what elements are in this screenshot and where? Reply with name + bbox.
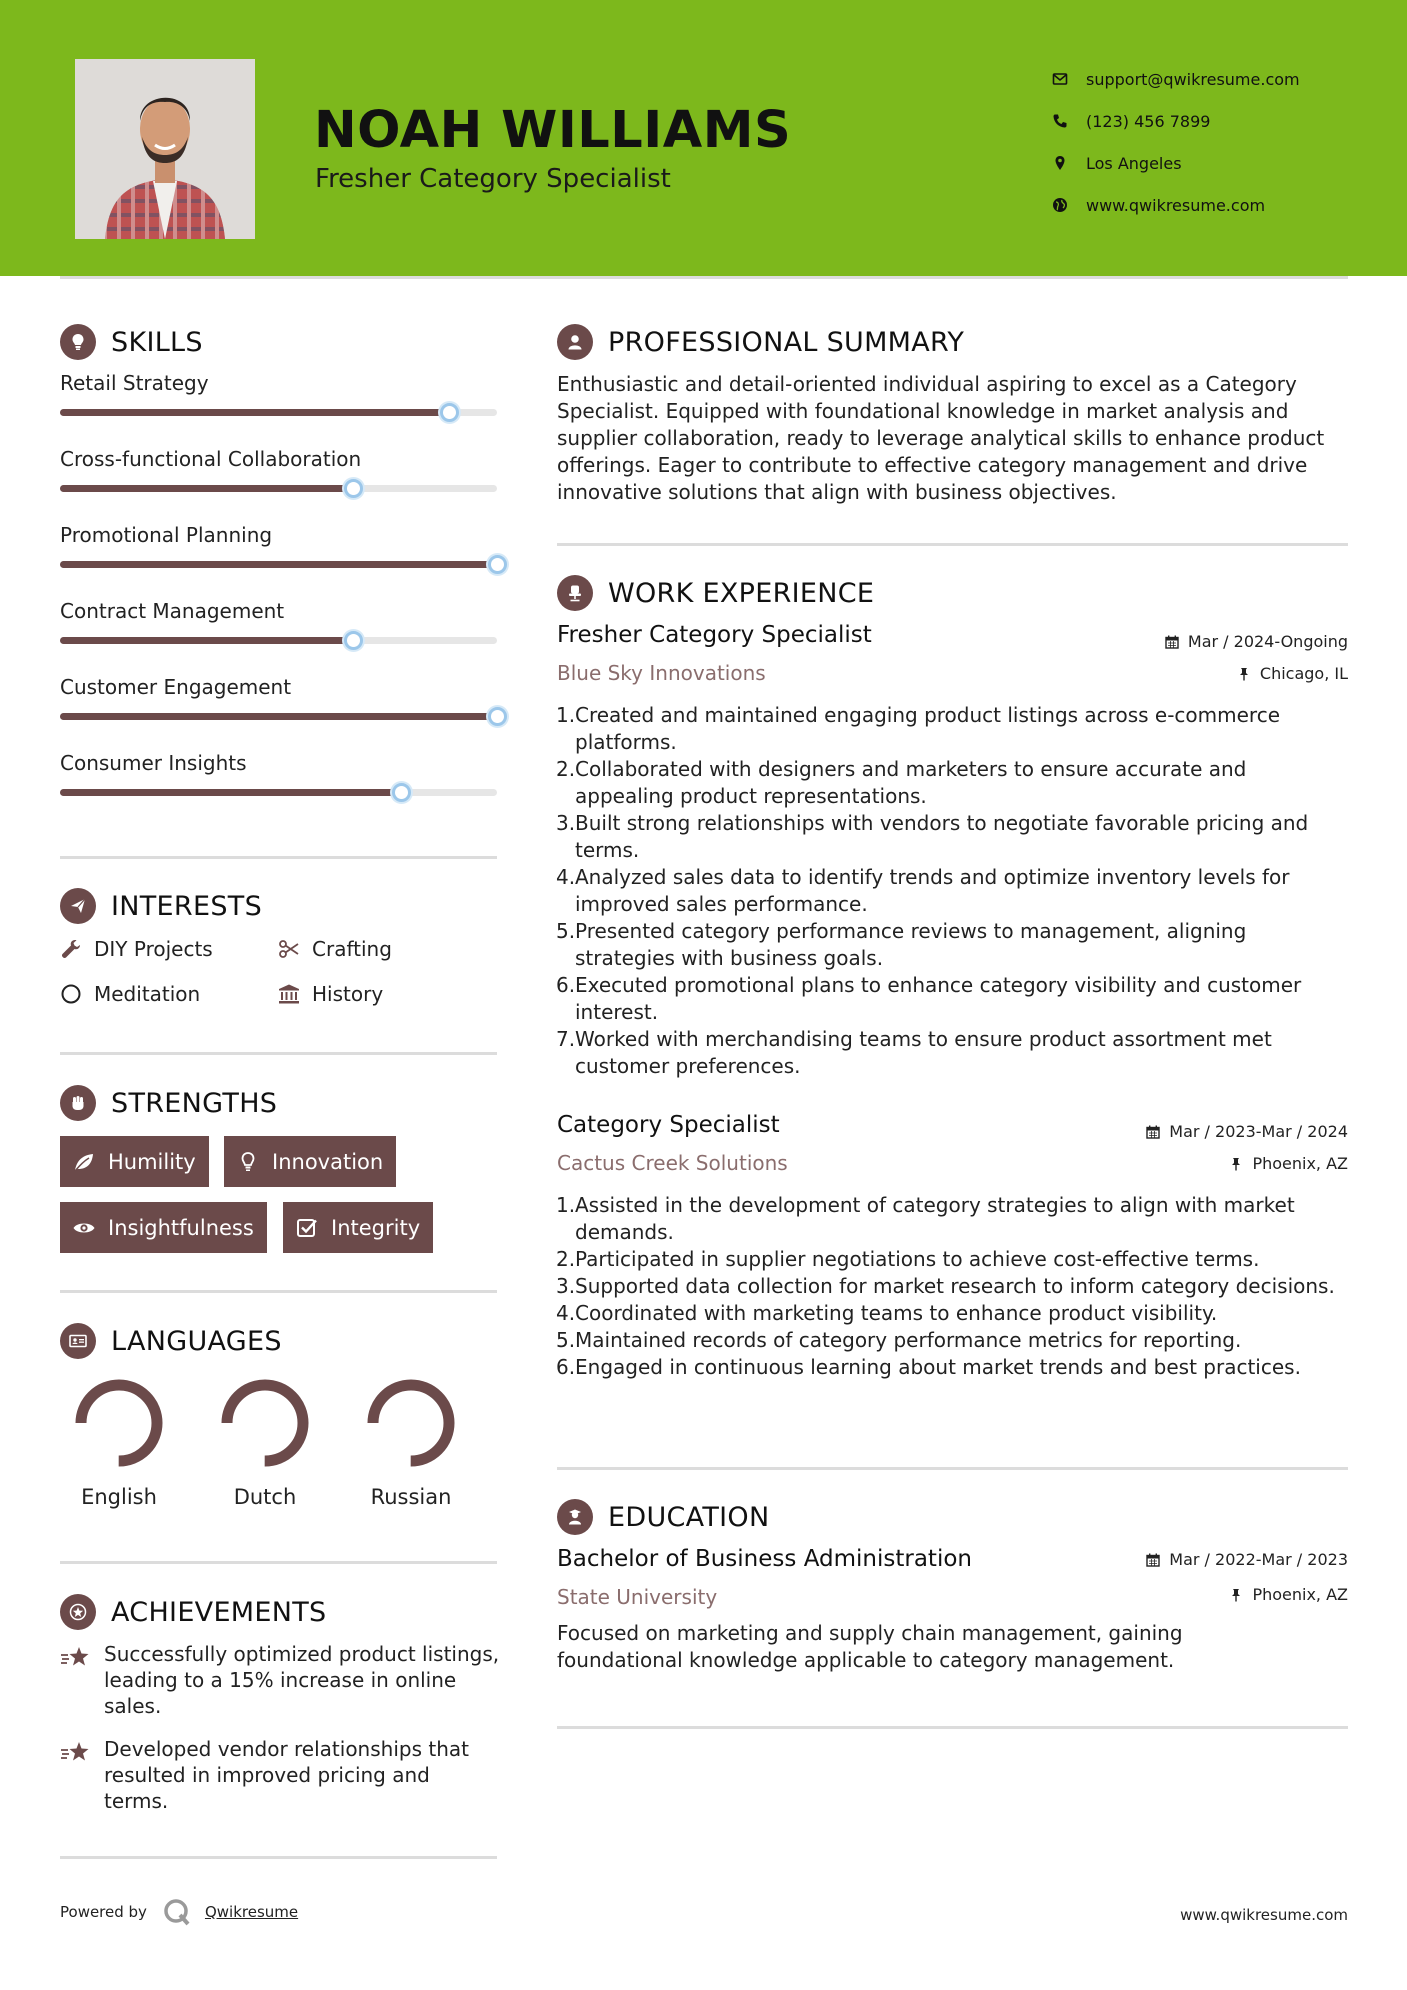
bullet-text: Executed promotional plans to enhance category visibility and customer interest.: [575, 973, 1302, 1024]
bullet-text: Collaborated with designers and marketers to ensure accurate and appealing product representations.: [575, 757, 1247, 808]
interests-divider: [60, 1052, 497, 1055]
calendar-icon: [1165, 635, 1179, 649]
bank-icon: [278, 983, 300, 1005]
strengths-title: STRENGTHS: [111, 1087, 278, 1119]
job-bullet: [557, 1327, 1347, 1354]
achievements-divider: [60, 1856, 497, 1859]
lightbulb-icon: [60, 324, 96, 360]
bullet-number: 1.: [556, 703, 576, 727]
graduate-icon: [557, 1499, 593, 1535]
job-bullets: [557, 702, 1347, 1080]
interest-item-history: [278, 982, 383, 1006]
skill-name: Contract Management: [60, 599, 285, 623]
job-bullet: [557, 702, 1347, 756]
skill-item: [60, 751, 510, 796]
bullet-number: 2.: [556, 757, 576, 781]
bullet-text: Maintained records of category performance metrics for reporting.: [575, 1328, 1242, 1352]
job-dates: [1146, 1122, 1348, 1141]
job-dates-text: Mar / 2024-Ongoing: [1187, 632, 1348, 651]
job-bullet: [557, 918, 1347, 972]
summary-divider: [557, 543, 1348, 546]
pushpin-icon: [1229, 1157, 1243, 1171]
job-location-text: Chicago, IL: [1259, 664, 1348, 683]
languages-title: LANGUAGES: [111, 1325, 282, 1357]
skills-heading: [60, 323, 203, 361]
education-degree: Bachelor of Business Administration: [557, 1546, 972, 1572]
experience-divider: [557, 1467, 1348, 1470]
strengths-divider: [60, 1290, 497, 1293]
language-level-gauge: [217, 1375, 313, 1471]
wrench-icon: [60, 938, 82, 960]
skills-divider: [60, 856, 497, 859]
circle-icon: [60, 983, 82, 1005]
id-card-icon: [60, 1323, 96, 1359]
job-location: [1237, 664, 1348, 683]
strength-badge-integrity: [283, 1202, 433, 1253]
location-text: Los Angeles: [1086, 153, 1182, 173]
skill-handle[interactable]: [344, 479, 363, 498]
qwikresume-logo-icon: [162, 1897, 192, 1927]
skill-track: [60, 561, 497, 568]
education-school: State University: [557, 1585, 718, 1609]
website-text[interactable]: www.qwikresume.com: [1086, 195, 1266, 215]
bullet-number: 1.: [556, 1193, 576, 1217]
powered-by: [60, 1897, 298, 1927]
pushpin-icon: [1237, 667, 1251, 681]
summary-title: PROFESSIONAL SUMMARY: [608, 326, 965, 358]
job-title: Fresher Category Specialist: [557, 622, 872, 648]
interest-label: Meditation: [94, 982, 201, 1006]
language-name: Russian: [370, 1485, 452, 1509]
strengths-heading: [60, 1084, 277, 1122]
experience-heading: [557, 574, 874, 612]
interest-label: Crafting: [312, 937, 392, 961]
candidate-name: NOAH WILLIAMS: [314, 101, 792, 160]
job-location-text: Phoenix, AZ: [1252, 1154, 1348, 1173]
job-bullet: [557, 972, 1347, 1026]
skill-fill: [60, 561, 497, 568]
leaf-icon: [72, 1150, 96, 1174]
phone-icon: [1052, 113, 1068, 129]
language-item: [351, 1375, 471, 1509]
skill-item: [60, 599, 510, 644]
job-bullet: [557, 1246, 1347, 1273]
phone-text: (123) 456 7899: [1086, 111, 1211, 131]
achievement-item: [60, 1736, 500, 1814]
summary-heading: [557, 323, 964, 361]
interests-title: INTERESTS: [111, 890, 263, 922]
bullet-number: 6.: [556, 973, 576, 997]
languages-divider: [60, 1561, 497, 1564]
skill-track: [60, 409, 497, 416]
job-dates-text: Mar / 2023-Mar / 2024: [1169, 1122, 1348, 1141]
eye-icon: [72, 1216, 96, 1240]
bullet-number: 2.: [556, 1247, 576, 1271]
office-chair-icon: [557, 575, 593, 611]
job-bullet: [557, 1354, 1347, 1381]
scissors-icon: [278, 938, 300, 960]
skill-handle[interactable]: [488, 707, 507, 726]
map-pin-icon: [1052, 155, 1068, 171]
job-bullet: [557, 810, 1347, 864]
paper-plane-icon: [60, 888, 96, 924]
experience-title: WORK EXPERIENCE: [608, 577, 875, 609]
language-item: [59, 1375, 179, 1509]
skill-name: Consumer Insights: [60, 751, 247, 775]
footer-website[interactable]: www.qwikresume.com: [1180, 1906, 1348, 1924]
star-badge-icon: [60, 1594, 96, 1630]
contact-list: [1052, 58, 1382, 226]
language-item: [205, 1375, 325, 1509]
strength-label: Insightfulness: [108, 1215, 254, 1240]
job-company: Blue Sky Innovations: [557, 661, 766, 685]
bullet-text: Supported data collection for market research to inform category decisions.: [575, 1274, 1335, 1298]
education-text: Focused on marketing and supply chain management, gaining foundational knowledge applicable to category management.: [557, 1621, 1183, 1672]
shooting-star-icon: [60, 1739, 92, 1767]
education-divider: [557, 1726, 1348, 1729]
skill-item: [60, 523, 510, 568]
bullet-text: Participated in supplier negotiations to achieve cost-effective terms.: [575, 1247, 1260, 1271]
skill-handle[interactable]: [488, 555, 507, 574]
skill-name: Cross-functional Collaboration: [60, 447, 362, 471]
strength-label: Innovation: [272, 1149, 384, 1174]
bullet-number: 4.: [556, 865, 576, 889]
language-level-gauge: [71, 1375, 167, 1471]
bullet-text: Analyzed sales data to identify trends and optimize inventory levels for improved sales performance.: [575, 865, 1290, 916]
skill-fill: [60, 713, 497, 720]
bullet-number: 5.: [556, 919, 576, 943]
interest-item-meditation: [60, 982, 200, 1006]
bullet-number: 5.: [556, 1328, 576, 1352]
job-location: [1229, 1154, 1348, 1173]
bullet-text: Created and maintained engaging product listings across e-commerce platforms.: [575, 703, 1280, 754]
skill-handle[interactable]: [392, 783, 411, 802]
profile-photo: [75, 59, 255, 239]
job-bullet: [557, 1192, 1347, 1246]
skill-track: [60, 637, 497, 644]
job-title: Category Specialist: [557, 1112, 780, 1138]
person-portrait-icon: [75, 59, 255, 239]
language-name: Dutch: [233, 1485, 297, 1509]
bullet-text: Presented category performance reviews to management, aligning strategies with business goals.: [575, 919, 1247, 970]
skill-fill: [60, 789, 401, 796]
lightbulb-icon: [236, 1150, 260, 1174]
achievements-title: ACHIEVEMENTS: [111, 1596, 327, 1628]
job-company: Cactus Creek Solutions: [557, 1151, 788, 1175]
education-location-text: Phoenix, AZ: [1252, 1585, 1348, 1604]
job-bullet: [557, 756, 1347, 810]
fist-icon: [60, 1085, 96, 1121]
achievement-item: [60, 1641, 500, 1719]
skill-track: [60, 485, 497, 492]
email-text[interactable]: support@qwikresume.com: [1086, 69, 1300, 89]
achievement-text: Successfully optimized product listings, leading to a 15% increase in online sales.: [104, 1642, 500, 1718]
education-title: EDUCATION: [608, 1501, 770, 1533]
skill-fill: [60, 637, 353, 644]
strength-label: Integrity: [331, 1215, 421, 1240]
education-dates-text: Mar / 2022-Mar / 2023: [1169, 1550, 1348, 1569]
education-heading: [557, 1498, 769, 1536]
pushpin-icon: [1229, 1588, 1243, 1602]
bullet-text: Built strong relationships with vendors to negotiate favorable pricing and terms.: [575, 811, 1309, 862]
education-dates: [1146, 1550, 1348, 1569]
calendar-icon: [1146, 1125, 1160, 1139]
skill-handle[interactable]: [344, 631, 363, 650]
achievements-heading: [60, 1593, 327, 1631]
education-location: [1229, 1585, 1348, 1604]
summary-text: Enthusiastic and detail-oriented individual aspiring to excel as a Category Specialist. Equipped with foundational knowledge in market analysis and supplier collaboration, ready to leverage analytical skills to enhance product offerings. Eager to contribute to effective category management and drive innovative solutions that align with business objectives.: [557, 372, 1325, 504]
calendar-icon: [1146, 1553, 1160, 1567]
language-level-gauge: [363, 1375, 459, 1471]
job-bullet: [557, 864, 1347, 918]
interest-label: DIY Projects: [94, 937, 213, 961]
interest-label: History: [312, 982, 384, 1006]
interest-item-diy-projects: [60, 937, 213, 961]
skill-track: [60, 713, 497, 720]
achievement-text: Developed vendor relationships that resulted in improved pricing and terms.: [104, 1737, 469, 1813]
candidate-role: Fresher Category Specialist: [315, 164, 671, 194]
powered-by-label: Powered by: [60, 1903, 147, 1921]
skill-name: Customer Engagement: [60, 675, 292, 699]
bullet-text: Coordinated with marketing teams to enhance product visibility.: [575, 1301, 1218, 1325]
contact-location: [1052, 142, 1382, 184]
job-bullets: [557, 1192, 1347, 1381]
job-dates: [1165, 632, 1348, 651]
bullet-text: Engaged in continuous learning about market trends and best practices.: [575, 1355, 1301, 1379]
job-bullet: [557, 1026, 1347, 1080]
interest-item-crafting: [278, 937, 392, 961]
interests-heading: [60, 887, 262, 925]
bullet-number: 3.: [556, 1274, 576, 1298]
skill-fill: [60, 409, 449, 416]
envelope-icon: [1052, 71, 1068, 87]
contact-website: [1052, 184, 1382, 226]
shooting-star-icon: [60, 1644, 92, 1672]
bullet-number: 3.: [556, 811, 576, 835]
strength-badge-insightfulness: [60, 1202, 267, 1253]
bullet-text: Worked with merchandising teams to ensure product assortment met customer preferences.: [575, 1027, 1272, 1078]
language-name: English: [81, 1485, 157, 1509]
strength-label: Humility: [108, 1149, 196, 1174]
check-square-icon: [295, 1216, 319, 1240]
job-bullet: [557, 1300, 1347, 1327]
job-bullet: [557, 1273, 1347, 1300]
resume-header: [0, 0, 1407, 276]
skill-item: [60, 447, 510, 492]
brand-link[interactable]: Qwikresume: [204, 1903, 299, 1921]
strength-badge-innovation: [224, 1136, 396, 1187]
skill-name: Promotional Planning: [60, 523, 273, 547]
bullet-number: 6.: [556, 1355, 576, 1379]
contact-phone: [1052, 100, 1382, 142]
bullet-number: 4.: [556, 1301, 576, 1325]
bullet-number: 7.: [556, 1027, 576, 1051]
skill-handle[interactable]: [440, 403, 459, 422]
skill-item: [60, 675, 510, 720]
strength-badge-humility: [60, 1136, 209, 1187]
languages-heading: [60, 1322, 282, 1360]
bullet-text: Assisted in the development of category strategies to align with market demands.: [575, 1193, 1295, 1244]
skill-fill: [60, 485, 353, 492]
header-divider: [60, 276, 1348, 279]
skill-track: [60, 789, 497, 796]
skill-name: Retail Strategy: [60, 371, 209, 395]
skills-title: SKILLS: [111, 326, 203, 358]
user-icon: [557, 324, 593, 360]
skill-item: [60, 371, 510, 416]
contact-email: [1052, 58, 1382, 100]
globe-icon: [1052, 197, 1068, 213]
